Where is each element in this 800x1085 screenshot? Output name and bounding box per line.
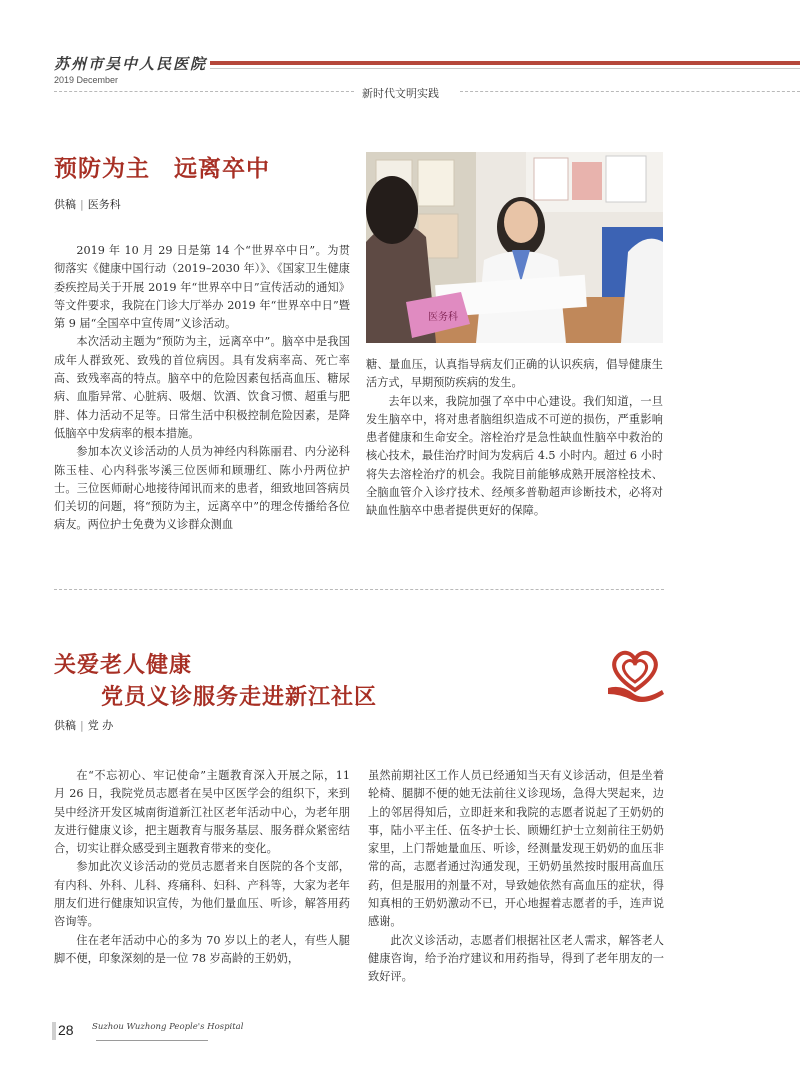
article1-paragraph: 参加本次义诊活动的人员为神经内科陈丽君、内分泌科陈玉桂、心内科张岑溪三位医师和顾珊红、陈小丹两位护士。三位医师耐心地接待闻讯而来的患者，细致地回答病员们关切的问题，将“预防为主，远离卒中”的理念传播给各位病友。两位护士免费为义诊群众测血 bbox=[54, 445, 350, 532]
clinic-scene-illustration bbox=[366, 152, 663, 343]
header-dotted-rule-left bbox=[54, 91, 354, 92]
desk-sign-label: 医务科 bbox=[428, 312, 458, 323]
byline-label: 供稿 bbox=[54, 719, 76, 732]
header-dotted-rule-right bbox=[460, 91, 800, 92]
article1-paragraph: 糖、量血压，认真指导病友们正确的认识疾病，倡导健康生活方式，早期预防疾病的发生。 bbox=[366, 358, 663, 390]
issue-date: 2019 December bbox=[54, 75, 119, 85]
hospital-name-en: Suzhou Wuzhong People's Hospital bbox=[92, 1022, 244, 1032]
article2-paragraph: 虽然前期社区工作人员已经通知当天有义诊活动，但是坐着轮椅、腿脚不便的她无法前往义诊现场，急得大哭起来，边上的邻居得知后，立即赶来和我院的志愿者说起了王奶奶的事，陆小平主任、伍冬护士长、顾姗红护士立刻前往王奶奶家里，上门帮她量血压、听诊，经测量发现王奶奶的血压非常的高，志愿者通过沟通发现，王奶奶虽然按时服用高血压药，但是服用的剂量不对，导致她依然有高血压的症状，得知真相的王奶奶激动不已，开心地握着志愿者的手，连声说感谢。 bbox=[368, 769, 664, 929]
article1-title: 预防为主 远离卒中 bbox=[54, 155, 270, 182]
footer-rule bbox=[96, 1040, 208, 1041]
header-bar bbox=[210, 61, 800, 65]
byline-label: 供稿 bbox=[54, 198, 76, 211]
section-title: 新时代文明实践 bbox=[362, 87, 439, 100]
hospital-brand: 苏州市吴中人民医院 bbox=[54, 55, 208, 73]
article2-paragraph: 住在老年活动中心的多为 70 岁以上的老人，有些人腿脚不便，印象深刻的是一位 78 岁高龄的王奶奶， bbox=[54, 933, 350, 965]
article2-title-line1: 关爱老人健康 bbox=[54, 652, 193, 678]
article1-column-left bbox=[54, 242, 350, 535]
article2-paragraph: 此次义诊活动，志愿者们根据社区老人需求，解答老人健康咨询，给予治疗建议和用药指导，得到了老年朋友的一致好评。 bbox=[368, 933, 664, 984]
article2-title-line2: 党员义诊服务走进新江社区 bbox=[101, 684, 378, 710]
article1-column-right bbox=[366, 356, 663, 521]
page-number: 28 bbox=[58, 1022, 74, 1038]
article1-paragraph: 本次活动主题为“预防为主，远离卒中”。脑卒中是我国成年人群致死、致残的首位病因。具有发病率高、死亡率高、致残率高的特点。脑卒中的危险因素包括高血压、糖尿病、血脂异常、心脏病、吸烟、饮酒、饮食习惯、超重与肥胖、体力活动不足等。日常生活中积极控制危险因素，是降低脑卒中发病率的根本措施。 bbox=[54, 335, 350, 440]
article1-paragraph: 去年以来，我院加强了卒中中心建设。我们知道，一旦发生脑卒中，将对患者脑组织造成不可逆的损伤，严重影响患者健康和生命安全。溶栓治疗是急性缺血性脑卒中救治的核心技术，最佳治疗时间为发病后 4.5 小时内。超过 6 小时将失去溶栓治疗的机会。我院目前能够成熟开展溶栓技术、全脑血管介入诊疗技术、经颅多普勒超声诊断技术，必将对缺血性脑卒中患者提供更好的保障。 bbox=[366, 394, 663, 518]
heart-hand-logo-icon bbox=[604, 644, 666, 706]
page-number-bar bbox=[52, 1022, 56, 1040]
byline-dept: 医务科 bbox=[87, 198, 121, 211]
article2-paragraph: 参加此次义诊活动的党员志愿者来自医院的各个支部，有内科、外科、儿科、疼痛科、妇科、产科等，大家为老年朋友们进行健康知识宣传，为他们量血压、听诊，解答用药咨询等。 bbox=[54, 860, 350, 929]
section-divider bbox=[54, 589, 664, 590]
article2-column-right bbox=[368, 767, 664, 987]
article2-column-left bbox=[54, 767, 350, 968]
byline-dept: 党 办 bbox=[87, 719, 114, 732]
article1-paragraph: 2019 年 10 月 29 日是第 14 个“世界卒中日”。为贯彻落实《健康中国行动（2019–2030 年）》、《国家卫生健康委疾控局关于开展 2019 年“世界卒中日”宣传活动的通知》等文件要求，我院在门诊大厅举办 2019 年“世界卒中日”暨第 9 届“全国卒中宣传周”义诊活动。 bbox=[54, 244, 350, 331]
header-rule bbox=[210, 68, 800, 69]
article2-byline: 供稿 | 党 办 bbox=[54, 719, 114, 732]
article1-photo bbox=[366, 152, 663, 343]
article2-paragraph: 在“不忘初心、牢记使命”主题教育深入开展之际，11 月 26 日，我院党员志愿者在吴中区医学会的组织下，来到吴中经济开发区城南街道新江社区老年活动中心，为老年朋友进行健康义诊，把主题教育与服务基层、服务群众紧密结合，切实让群众感受到主题教育带来的变化。 bbox=[54, 769, 350, 856]
article1-byline: 供稿 | 医务科 bbox=[54, 198, 121, 211]
